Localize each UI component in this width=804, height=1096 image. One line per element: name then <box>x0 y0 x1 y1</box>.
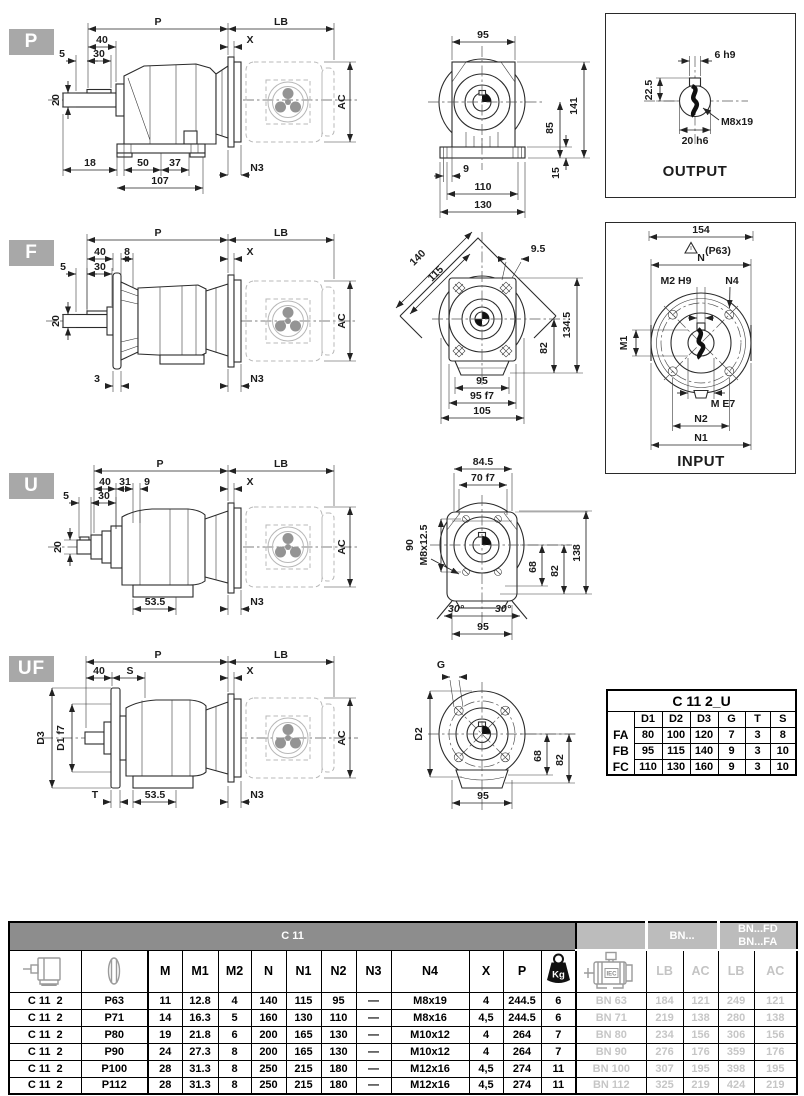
dim-label: 9 <box>144 476 150 488</box>
table-cell: 307 <box>646 1060 683 1077</box>
col-header: D1 <box>634 711 662 727</box>
col-header: D3 <box>690 711 718 727</box>
table-cell: 138 <box>683 1009 718 1026</box>
table-cell: 21.8 <box>182 1026 218 1043</box>
table-cell: 215 <box>286 1060 321 1077</box>
table-cell: 200 <box>251 1026 286 1043</box>
table-cell: 121 <box>754 992 797 1009</box>
uf-table-title: C 11 2_U <box>607 690 796 711</box>
dim-label: D1 f7 <box>55 725 67 751</box>
table-cell: 4,5 <box>469 1060 503 1077</box>
input-detail-box <box>605 222 796 474</box>
table-cell: 31.3 <box>182 1060 218 1077</box>
section-badge-p: P <box>9 29 54 55</box>
dim-label: N3 <box>250 373 264 385</box>
dim-label: 30 <box>93 48 105 60</box>
dim-label: 95 <box>477 790 489 802</box>
dim-label: D2 <box>413 727 425 741</box>
table-cell: 424 <box>718 1077 754 1094</box>
dim-label: 9 <box>463 163 469 175</box>
dim-label: AC <box>336 94 348 110</box>
table-cell: 10 <box>770 743 796 759</box>
dim-label: 95 <box>477 29 489 41</box>
dim-label: 68 <box>527 561 539 573</box>
flange-icon-header <box>81 950 148 992</box>
col-header-m: M <box>148 950 182 992</box>
bn-fa-label: BN...FA <box>738 936 778 948</box>
col-header-m2: M2 <box>218 950 251 992</box>
dim-label: 90 <box>404 539 416 551</box>
section-badge-f: F <box>9 240 54 266</box>
dim-label: 20 h6 <box>681 135 709 147</box>
table-cell: 276 <box>646 1043 683 1060</box>
table-cell: 244.5 <box>503 992 541 1009</box>
uf-flange-table <box>606 689 797 776</box>
dim-label: M2 H9 <box>660 275 692 287</box>
input-box-title: INPUT <box>677 453 725 470</box>
table-cell: — <box>356 1026 391 1043</box>
dim-label: 115 <box>425 263 447 285</box>
dim-label: LB <box>274 458 288 470</box>
dim-label: P <box>156 458 164 470</box>
table-cell: 80 <box>634 727 662 743</box>
spec-row <box>9 1077 797 1094</box>
output-shaft-drawing <box>606 14 794 195</box>
table-cell: 6 <box>541 992 576 1009</box>
col-header-x: X <box>469 950 503 992</box>
table-cell: 8 <box>218 1077 251 1094</box>
bn-fd-fa-band <box>718 922 797 950</box>
table-cell: C 11 2 <box>9 1077 81 1094</box>
table-cell: 115 <box>286 992 321 1009</box>
table-cell: 156 <box>683 1026 718 1043</box>
col-header-lb-bnfd: LB <box>718 950 754 992</box>
table-cell: 398 <box>718 1060 754 1077</box>
table-cell: 7 <box>541 1026 576 1043</box>
dim-label: 5 <box>59 48 65 60</box>
table-cell: 28 <box>148 1060 182 1077</box>
dim-label: AC <box>336 730 348 746</box>
table-cell: 325 <box>646 1077 683 1094</box>
table-cell: C 11 2 <box>9 1043 81 1060</box>
table-cell: 215 <box>286 1077 321 1094</box>
table-cell: 195 <box>683 1060 718 1077</box>
dim-label: 105 <box>473 405 491 417</box>
table-cell: 9 <box>718 743 745 759</box>
table-cell: BN 63 <box>576 992 646 1009</box>
col-header-n: N <box>251 950 286 992</box>
spec-row <box>9 1060 797 1077</box>
bn-band: BN... <box>646 922 718 950</box>
table-cell: 264 <box>503 1043 541 1060</box>
uf-front-view <box>428 682 578 810</box>
dim-label: 95 f7 <box>470 390 494 402</box>
table-cell: 12.8 <box>182 992 218 1009</box>
dim-label: N3 <box>250 162 264 174</box>
col-header-n2: N2 <box>321 950 356 992</box>
weight-header <box>541 950 576 992</box>
dim-label: 85 <box>544 122 556 134</box>
dim-label: 20 <box>50 94 62 106</box>
dim-label: 70 f7 <box>471 472 495 484</box>
dim-label: N <box>697 252 705 264</box>
table-cell: 4,5 <box>469 1009 503 1026</box>
table-cell: 180 <box>321 1077 356 1094</box>
dim-label: N3 <box>250 789 264 801</box>
table-cell: 160 <box>690 759 718 775</box>
table-cell: 11 <box>541 1077 576 1094</box>
dim-label: S <box>126 665 134 677</box>
table-cell: M12x16 <box>391 1077 469 1094</box>
table-cell: 31.3 <box>182 1077 218 1094</box>
dim-label: 68 <box>532 750 544 762</box>
dim-label: N2 <box>694 413 708 425</box>
col-header-n3: N3 <box>356 950 391 992</box>
dim-label: 40 <box>94 246 106 258</box>
table-cell: BN 100 <box>576 1060 646 1077</box>
table-cell: 19 <box>148 1026 182 1043</box>
table-cell: 249 <box>718 992 754 1009</box>
table-cell: 250 <box>251 1077 286 1094</box>
table-cell: 130 <box>321 1026 356 1043</box>
dim-label: AC <box>336 313 348 329</box>
dim-label: X <box>246 476 254 488</box>
dim-label: M1 <box>618 335 630 351</box>
dim-label: 15 <box>550 167 562 179</box>
table-cell: 219 <box>683 1077 718 1094</box>
table-cell: M12x16 <box>391 1060 469 1077</box>
band-row <box>9 922 797 950</box>
table-cell: 219 <box>646 1009 683 1026</box>
dim-label: 95 <box>476 375 488 387</box>
dim-label: 53.5 <box>144 596 166 608</box>
dim-label: 20 <box>52 541 64 553</box>
dim-label: 138 <box>571 544 583 562</box>
main-spec-table <box>8 921 798 1095</box>
table-cell: 280 <box>718 1009 754 1026</box>
dim-label: 141 <box>568 97 580 115</box>
table-cell: 115 <box>662 743 690 759</box>
dim-label: 82 <box>549 565 561 577</box>
table-cell: 27.3 <box>182 1043 218 1060</box>
table-cell: FB <box>612 744 629 758</box>
motor-icon-label: IEC <box>606 971 617 978</box>
dim-label: 5 <box>63 490 69 502</box>
table-cell: — <box>356 992 391 1009</box>
f-version-drawing <box>0 228 604 455</box>
table-cell: C 11 2 <box>9 1026 81 1043</box>
table-cell: M10x12 <box>391 1026 469 1043</box>
table-cell: 130 <box>662 759 690 775</box>
table-cell: 184 <box>646 992 683 1009</box>
motor-icon <box>580 951 642 991</box>
dim-label: 18 <box>84 157 96 169</box>
table-cell: BN 80 <box>576 1026 646 1043</box>
table-cell: 4 <box>469 1043 503 1060</box>
table-cell: 5 <box>218 1009 251 1026</box>
dim-label: AC <box>336 539 348 555</box>
dim-label: 6 h9 <box>714 49 736 61</box>
table-cell: 274 <box>503 1060 541 1077</box>
table-cell: 156 <box>754 1026 797 1043</box>
table-cell: 120 <box>690 727 718 743</box>
col-header: G <box>718 711 745 727</box>
table-cell: 6 <box>218 1026 251 1043</box>
motor-outline <box>246 62 334 142</box>
dim-label: 20 <box>50 315 62 327</box>
dim-label: 30° <box>448 603 464 615</box>
dim-label: P <box>154 650 162 661</box>
weight-icon <box>545 953 572 986</box>
p-version-drawing <box>0 10 604 222</box>
table-cell: 95 <box>321 992 356 1009</box>
col-header-ac-bnfd: AC <box>754 950 797 992</box>
dim-label: X <box>246 34 254 46</box>
flange-size-row <box>607 727 796 743</box>
gearbox-icon <box>21 956 69 986</box>
table-cell: 140 <box>251 992 286 1009</box>
dim-label: N3 <box>250 596 264 608</box>
col-header: T <box>745 711 770 727</box>
table-cell: M10x12 <box>391 1043 469 1060</box>
spec-row <box>9 992 797 1009</box>
dim-label: LB <box>274 16 288 28</box>
dim-label: 140 <box>407 247 429 269</box>
dim-label: 40 <box>96 34 108 46</box>
col-header-n4: N4 <box>391 950 469 992</box>
table-cell: 234 <box>646 1026 683 1043</box>
table-cell: 4,5 <box>469 1077 503 1094</box>
kg-label: Kg <box>551 969 565 981</box>
input-flange-drawing <box>606 223 794 471</box>
dim-label: M8x12.5 <box>418 524 430 566</box>
section-badge-u: U <box>9 473 54 499</box>
u-side-view <box>48 503 358 597</box>
dim-label: 30° <box>495 603 511 615</box>
table-cell: C 11 2 <box>9 1060 81 1077</box>
dim-label: 95 <box>477 621 489 633</box>
dim-label: 37 <box>169 157 181 169</box>
f-side-view <box>46 273 358 369</box>
col-header: S <box>770 711 796 727</box>
dim-label: N4 <box>725 275 739 287</box>
p-front-view <box>428 46 545 170</box>
dim-label: 31 <box>119 476 131 488</box>
dim-label: 3 <box>94 373 100 385</box>
table-cell: 7 <box>541 1043 576 1060</box>
table-cell: — <box>356 1060 391 1077</box>
table-cell: 100 <box>662 727 690 743</box>
table-cell: 3 <box>745 727 770 743</box>
table-cell: 11 <box>148 992 182 1009</box>
dim-label: 40 <box>99 476 111 488</box>
table-cell: 250 <box>251 1060 286 1077</box>
table-cell: P100 <box>81 1060 148 1077</box>
dim-label: 82 <box>554 754 566 766</box>
dim-label: 154 <box>692 224 710 236</box>
flange-size-row <box>607 743 796 759</box>
table-cell: — <box>356 1043 391 1060</box>
dim-label: 9.5 <box>530 243 546 255</box>
spec-row <box>9 1009 797 1026</box>
dim-label: 53.5 <box>144 789 166 801</box>
flange-icon <box>101 956 127 986</box>
table-cell: — <box>356 1077 391 1094</box>
table-cell: 3 <box>745 759 770 775</box>
spec-row <box>9 1043 797 1060</box>
table-cell: 165 <box>286 1043 321 1060</box>
table-cell: M8x16 <box>391 1009 469 1026</box>
table-cell: FC <box>612 759 629 774</box>
p-side-view <box>48 57 358 157</box>
flange-size-row <box>607 759 796 775</box>
table-cell: 121 <box>683 992 718 1009</box>
table-cell: P63 <box>81 992 148 1009</box>
table-cell: C 11 2 <box>9 1009 81 1026</box>
table-cell: 8 <box>218 1043 251 1060</box>
series-title-band: C 11 <box>9 922 576 950</box>
table-cell: 176 <box>683 1043 718 1060</box>
dim-label: T <box>91 789 99 801</box>
dim-label: P <box>154 228 162 239</box>
table-cell: C 11 2 <box>9 992 81 1009</box>
col-header-n1: N1 <box>286 950 321 992</box>
table-cell: 4 <box>218 992 251 1009</box>
table-cell: 274 <box>503 1077 541 1094</box>
table-cell: 138 <box>754 1009 797 1026</box>
table-cell: 110 <box>321 1009 356 1026</box>
section-badge-uf: UF <box>9 656 54 682</box>
col-header-m1: M1 <box>182 950 218 992</box>
table-cell: 14 <box>148 1009 182 1026</box>
table-cell: 24 <box>148 1043 182 1060</box>
bn-fd-label: BN...FD <box>737 923 778 936</box>
table-cell: — <box>356 1009 391 1026</box>
table-cell: 264 <box>503 1026 541 1043</box>
col-header-p: P <box>503 950 541 992</box>
table-cell: 10 <box>770 759 796 775</box>
table-cell: 6 <box>541 1009 576 1026</box>
table-cell: 8 <box>770 727 796 743</box>
dim-label: P <box>154 16 162 28</box>
output-box-title: OUTPUT <box>662 163 728 180</box>
table-cell: BN 112 <box>576 1077 646 1094</box>
dim-label: 8 <box>124 246 130 258</box>
col-header-lb-bn: LB <box>646 950 683 992</box>
table-cell: 8 <box>218 1060 251 1077</box>
table-cell: 16.3 <box>182 1009 218 1026</box>
dim-label: N1 <box>694 432 708 444</box>
dim-label: X <box>246 246 254 258</box>
table-cell: M8x19 <box>391 992 469 1009</box>
table-cell: 176 <box>754 1043 797 1060</box>
table-cell: 219 <box>754 1077 797 1094</box>
dim-label: 84.5 <box>472 456 494 468</box>
table-cell: 244.5 <box>503 1009 541 1026</box>
dim-label: X <box>246 665 254 677</box>
col-header-ac-bn: AC <box>683 950 718 992</box>
table-cell: P71 <box>81 1009 148 1026</box>
motor-icon-header <box>576 950 646 992</box>
u-version-drawing <box>0 455 604 650</box>
table-cell: 7 <box>718 727 745 743</box>
table-cell: 180 <box>321 1060 356 1077</box>
table-cell: 9 <box>718 759 745 775</box>
dim-label: (P63) <box>705 245 731 257</box>
table-cell: 160 <box>251 1009 286 1026</box>
dim-label: 107 <box>151 175 169 187</box>
table-cell: 110 <box>634 759 662 775</box>
uf-version-drawing <box>0 650 604 850</box>
output-detail-box <box>605 13 796 198</box>
dim-label: M8x19 <box>720 116 754 128</box>
corner-cell <box>607 711 634 727</box>
uf-side-view <box>42 688 358 788</box>
uf-table-body <box>607 727 796 775</box>
col-header: D2 <box>662 711 690 727</box>
dim-label: M E7 <box>710 398 736 410</box>
table-cell: BN 90 <box>576 1043 646 1060</box>
table-cell: FA <box>613 728 629 742</box>
table-cell: BN 71 <box>576 1009 646 1026</box>
table-cell: 4 <box>469 992 503 1009</box>
table-cell: P112 <box>81 1077 148 1094</box>
dim-label: 50 <box>137 157 149 169</box>
spec-row <box>9 1026 797 1043</box>
uf-table-title-row <box>607 690 796 711</box>
motor-band <box>576 922 646 950</box>
dim-label: 82 <box>538 342 550 354</box>
dim-label: 30 <box>94 261 106 273</box>
table-cell: 4 <box>469 1026 503 1043</box>
table-cell: 95 <box>634 743 662 759</box>
table-cell: 200 <box>251 1043 286 1060</box>
table-cell: 140 <box>690 743 718 759</box>
dim-label: 130 <box>474 199 492 211</box>
table-cell: 11 <box>541 1060 576 1077</box>
dim-label: 30 <box>98 490 110 502</box>
table-cell: 306 <box>718 1026 754 1043</box>
table-cell: 359 <box>718 1043 754 1060</box>
column-header-row <box>9 950 797 992</box>
gearbox-icon-header <box>9 950 81 992</box>
table-cell: 28 <box>148 1077 182 1094</box>
table-cell: 165 <box>286 1026 321 1043</box>
dim-label: 22.5 <box>643 79 655 101</box>
uf-table-header-row <box>607 711 796 727</box>
dim-label: 5 <box>60 261 66 273</box>
table-cell: 3 <box>745 743 770 759</box>
table-cell: 130 <box>321 1043 356 1060</box>
dim-label: D3 <box>35 731 47 745</box>
dim-label: LB <box>274 228 288 239</box>
main-table-body <box>9 992 797 1094</box>
table-cell: P90 <box>81 1043 148 1060</box>
dim-label: 134.5 <box>561 311 573 339</box>
dim-label: 110 <box>474 181 492 193</box>
table-cell: P80 <box>81 1026 148 1043</box>
dim-label: LB <box>274 650 288 661</box>
table-cell: 195 <box>754 1060 797 1077</box>
table-cell: 130 <box>286 1009 321 1026</box>
dim-label: G <box>436 659 446 671</box>
dim-label: 40 <box>93 665 105 677</box>
